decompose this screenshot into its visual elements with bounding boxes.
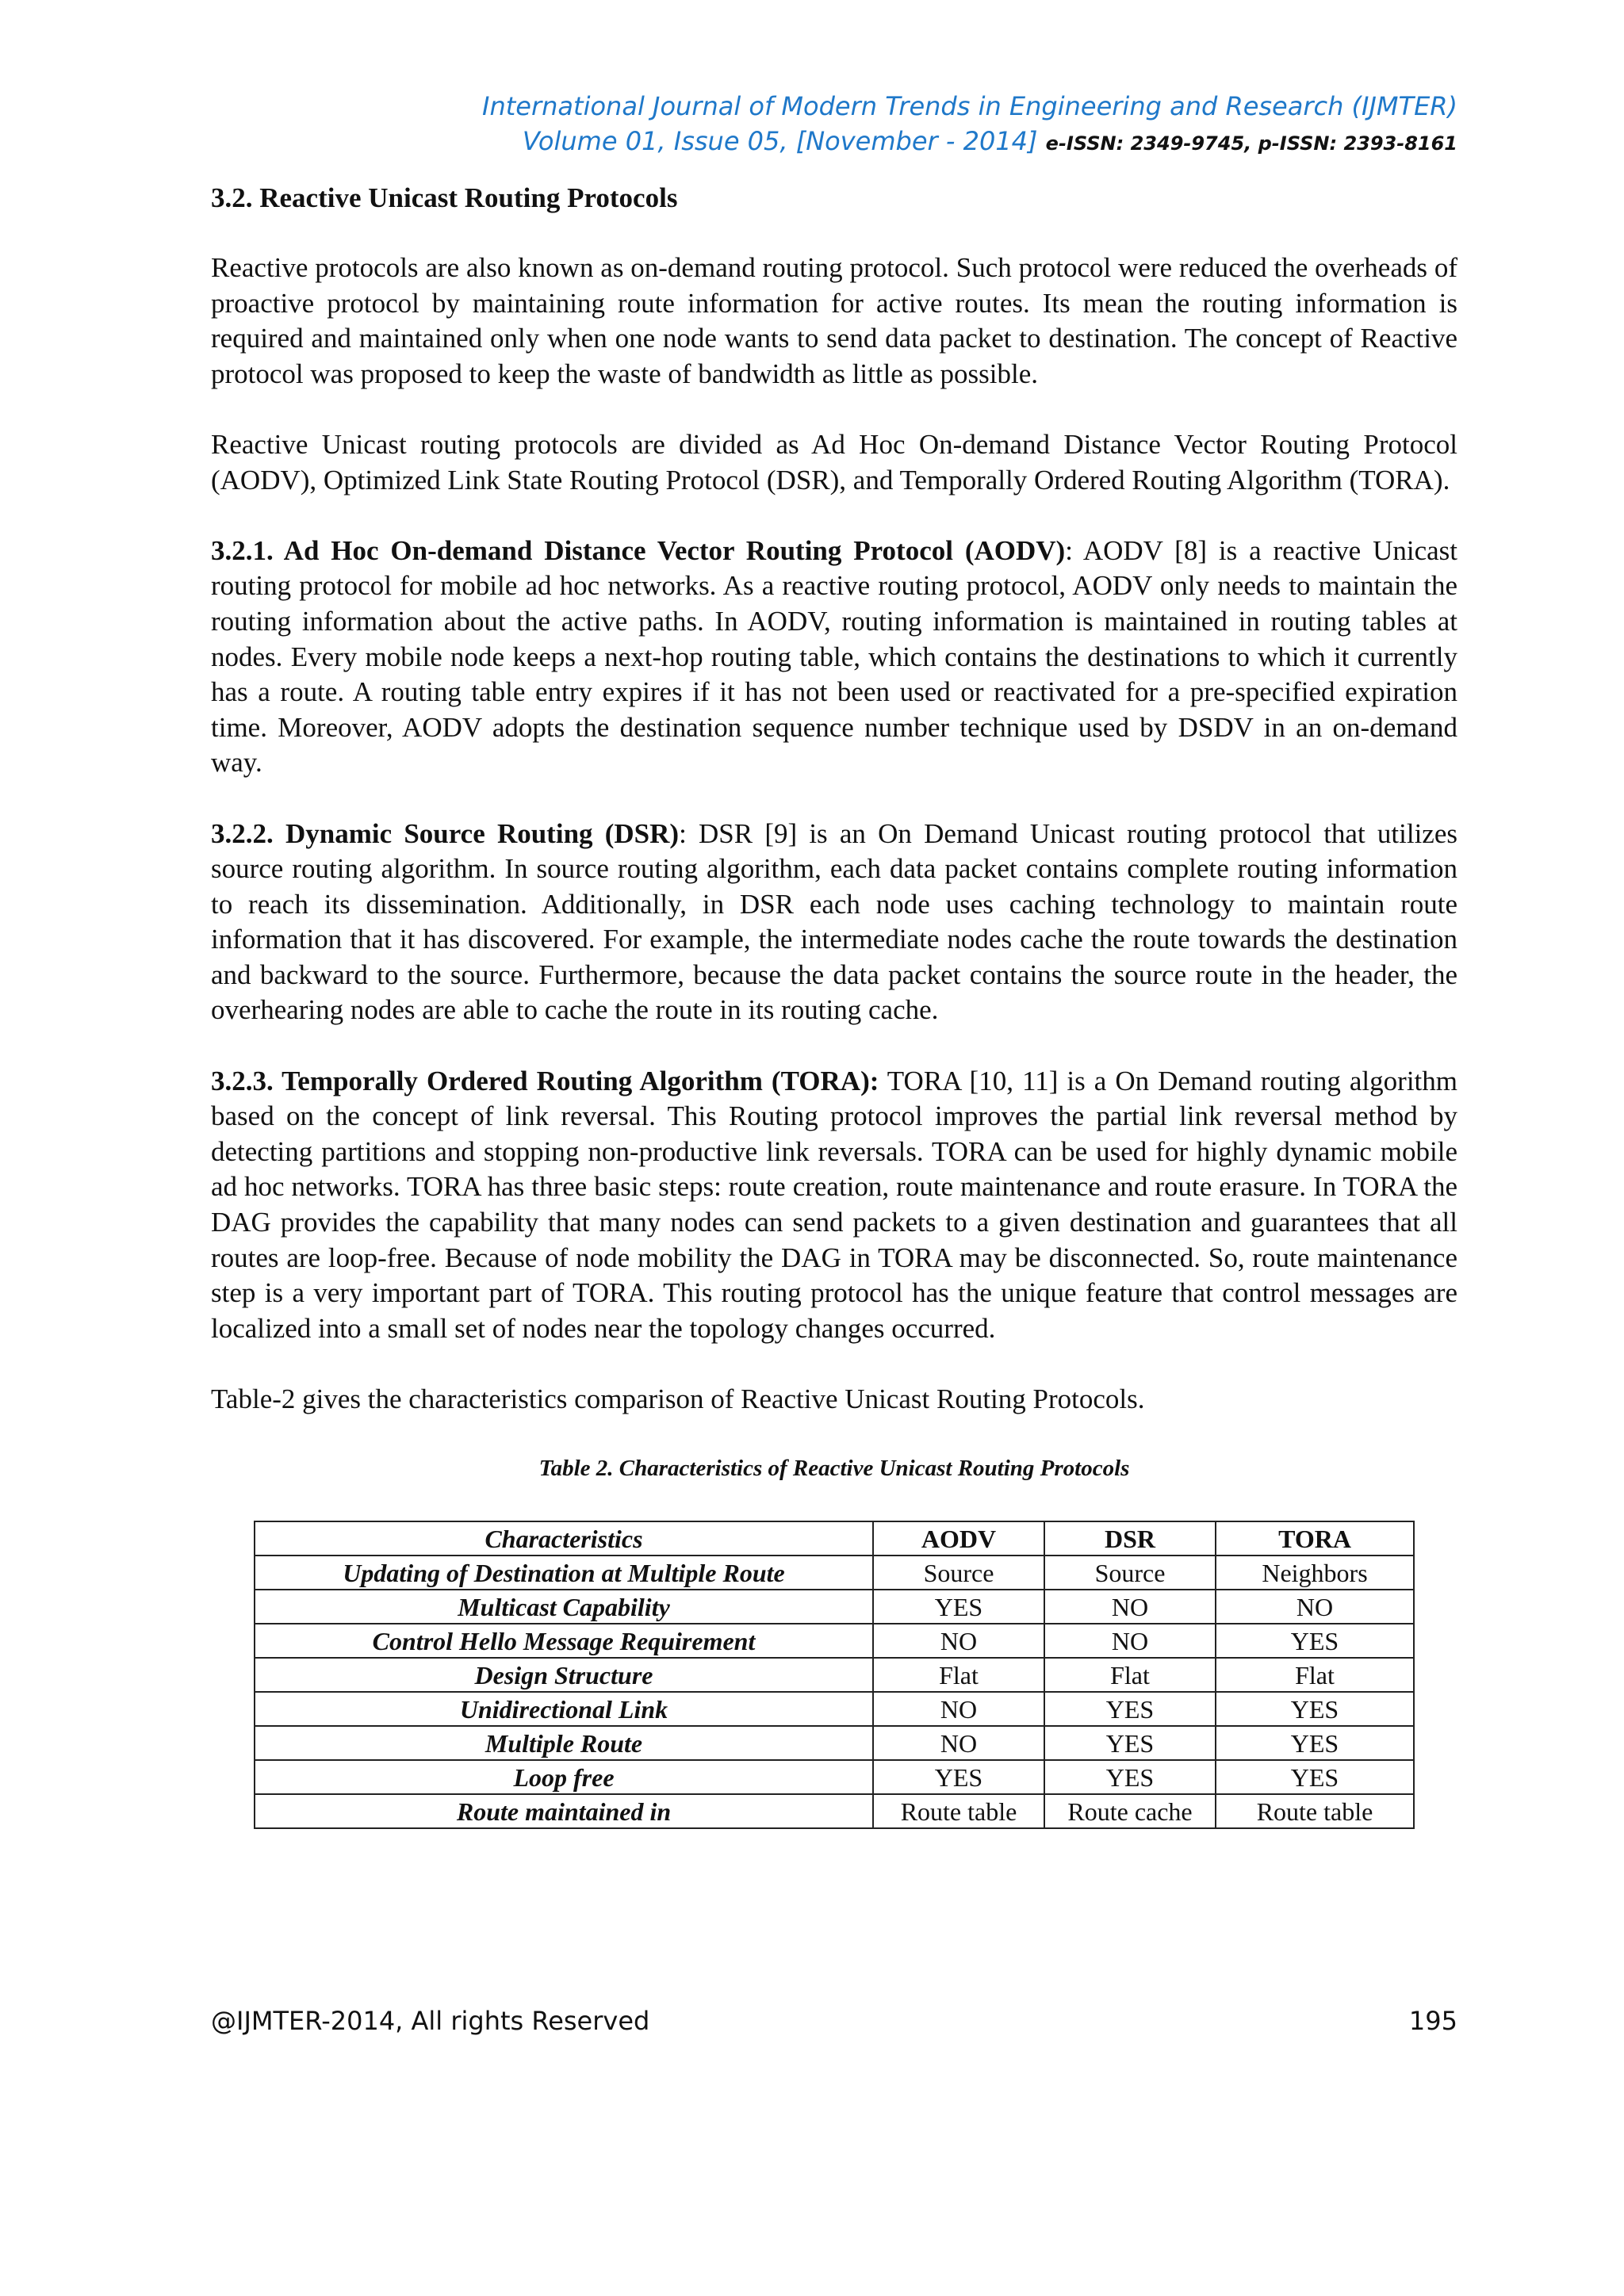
subsection-title-aodv: 3.2.1. Ad Hoc On-demand Distance Vector Routing Protocol (AODV)	[211, 534, 1066, 566]
cell-tora: Route table	[1216, 1794, 1414, 1828]
cell-tora: Neighbors	[1216, 1556, 1414, 1590]
footer-copyright: @IJMTER-2014, All rights Reserved	[211, 2006, 650, 2036]
table-row	[255, 1658, 1414, 1692]
table-row	[255, 1726, 1414, 1760]
row-label: Updating of Destination at Multiple Route	[255, 1556, 873, 1590]
cell-tora: YES	[1216, 1624, 1414, 1658]
row-label: Multicast Capability	[255, 1590, 873, 1624]
cell-tora: YES	[1216, 1726, 1414, 1760]
subsection-title-dsr: 3.2.2. Dynamic Source Routing (DSR)	[211, 817, 680, 849]
aodv-text: : AODV [8] is a reactive Unicast routing protocol for mobile ad hoc networks. As a reactive routing protocol, AODV only needs to maintain the routing information about the active paths. In AODV, routing information is maintained in routing tables at nodes. Every mobile node keeps a next-hop routing table, which contains the destinations to which it currently has a route. A routing table entry expires if it has not been used or reactivated for a pre-specified expiration time. Moreover, AODV adopts the destination sequence number technique used by DSDV in an on-demand way.	[211, 534, 1457, 779]
table-header-row	[255, 1521, 1414, 1556]
cell-dsr: NO	[1044, 1624, 1216, 1658]
row-label: Loop free	[255, 1760, 873, 1794]
characteristics-table	[254, 1521, 1415, 1829]
cell-dsr: Source	[1044, 1556, 1216, 1590]
journal-title: International Journal of Modern Trends in Engineering and Research (IJMTER)	[482, 91, 1457, 121]
row-label: Route maintained in	[255, 1794, 873, 1828]
cell-dsr: Route cache	[1044, 1794, 1216, 1828]
cell-tora: Flat	[1216, 1658, 1414, 1692]
cell-dsr: YES	[1044, 1726, 1216, 1760]
dsr-text: : DSR [9] is an On Demand Unicast routing protocol that utilizes source routing algorithm. In source routing algorithm, each data packet contains complete routing information to reach its dissemination. Additionally, in DSR each node uses caching technology to maintain route information that it has discovered. For example, the intermediate nodes cache the route towards the destination and backward to the source. Furthermore, because the data packet contains the source route in the header, the overhearing nodes are able to cache the route in its routing cache.	[211, 817, 1457, 1026]
paragraph-reactive-intro: Reactive protocols are also known as on-demand routing protocol. Such protocol were reduced the overheads of proactive protocol by maintaining route information for active routes. Its mean the routing information is required and maintained only when one node wants to send data packet to destination. The concept of Reactive protocol was proposed to keep the waste of bandwidth as little as possible.	[211, 252, 1457, 389]
header-cell-characteristics: Characteristics	[255, 1521, 873, 1556]
header-cell-aodv: AODV	[873, 1521, 1044, 1556]
journal-volume: Volume 01, Issue 05, [November - 2014]	[522, 126, 1038, 156]
journal-volume-line	[0, 124, 1457, 161]
table-row	[255, 1692, 1414, 1726]
cell-aodv: NO	[873, 1624, 1044, 1658]
cell-aodv: Flat	[873, 1658, 1044, 1692]
paragraph-table-intro: Table-2 gives the characteristics comparison of Reactive Unicast Routing Protocols.	[211, 1383, 1145, 1414]
table-row	[255, 1624, 1414, 1658]
cell-dsr: YES	[1044, 1692, 1216, 1726]
cell-dsr: Flat	[1044, 1658, 1216, 1692]
cell-aodv: Route table	[873, 1794, 1044, 1828]
cell-aodv: YES	[873, 1590, 1044, 1624]
row-label: Multiple Route	[255, 1726, 873, 1760]
section-title: 3.2. Reactive Unicast Routing Protocols	[211, 182, 678, 213]
header-cell-dsr: DSR	[1044, 1521, 1216, 1556]
table-caption: Table 2. Characteristics of Reactive Unicast Routing Protocols	[538, 1456, 1130, 1482]
journal-header	[0, 89, 1457, 161]
cell-dsr: NO	[1044, 1590, 1216, 1624]
paragraph-reactive-types: Reactive Unicast routing protocols are divided as Ad Hoc On-demand Distance Vector Routing Protocol (AODV), Optimized Link State Routing Protocol (DSR), and Temporally Ordered Routing Algorithm (TORA).	[211, 428, 1457, 496]
cell-tora: YES	[1216, 1760, 1414, 1794]
cell-dsr: YES	[1044, 1760, 1216, 1794]
row-label: Control Hello Message Requirement	[255, 1624, 873, 1658]
cell-aodv: NO	[873, 1726, 1044, 1760]
header-cell-tora: TORA	[1216, 1521, 1414, 1556]
journal-issn: e-ISSN: 2349-9745, p-ISSN: 2393-8161	[1045, 132, 1457, 155]
row-label: Unidirectional Link	[255, 1692, 873, 1726]
table-row	[255, 1760, 1414, 1794]
paragraph-tora	[211, 1064, 1457, 1347]
subsection-title-tora: 3.2.3. Temporally Ordered Routing Algorithm (TORA):	[211, 1065, 879, 1096]
table-row	[255, 1590, 1414, 1624]
cell-aodv: YES	[873, 1760, 1044, 1794]
cell-aodv: NO	[873, 1692, 1044, 1726]
cell-tora: YES	[1216, 1692, 1414, 1726]
paragraph-aodv	[211, 534, 1457, 781]
paragraph-dsr	[211, 817, 1457, 1029]
tora-text: TORA [10, 11] is a On Demand routing algorithm based on the concept of link reversal. This Routing protocol improves the partial link reversal method by detecting partitions and stopping non-productive link reversals. TORA can be used for highly dynamic mobile ad hoc networks. TORA has three basic steps: route creation, route maintenance and route erasure. In TORA the DAG provides the capability that many nodes can send packets to a given destination and guarantees that all routes are loop-free. Because of node mobility the DAG in TORA may be disconnected. So, route maintenance step is a very important part of TORA. This routing protocol has the unique feature that control messages are localized into a small set of nodes near the topology changes occurred.	[211, 1065, 1457, 1344]
cell-tora: NO	[1216, 1590, 1414, 1624]
row-label: Design Structure	[255, 1658, 873, 1692]
table-row	[255, 1556, 1414, 1590]
table-row	[255, 1794, 1414, 1828]
table-body	[255, 1521, 1414, 1828]
article-body	[211, 181, 1457, 1829]
cell-aodv: Source	[873, 1556, 1044, 1590]
footer-page-number: 195	[1408, 2006, 1457, 2036]
